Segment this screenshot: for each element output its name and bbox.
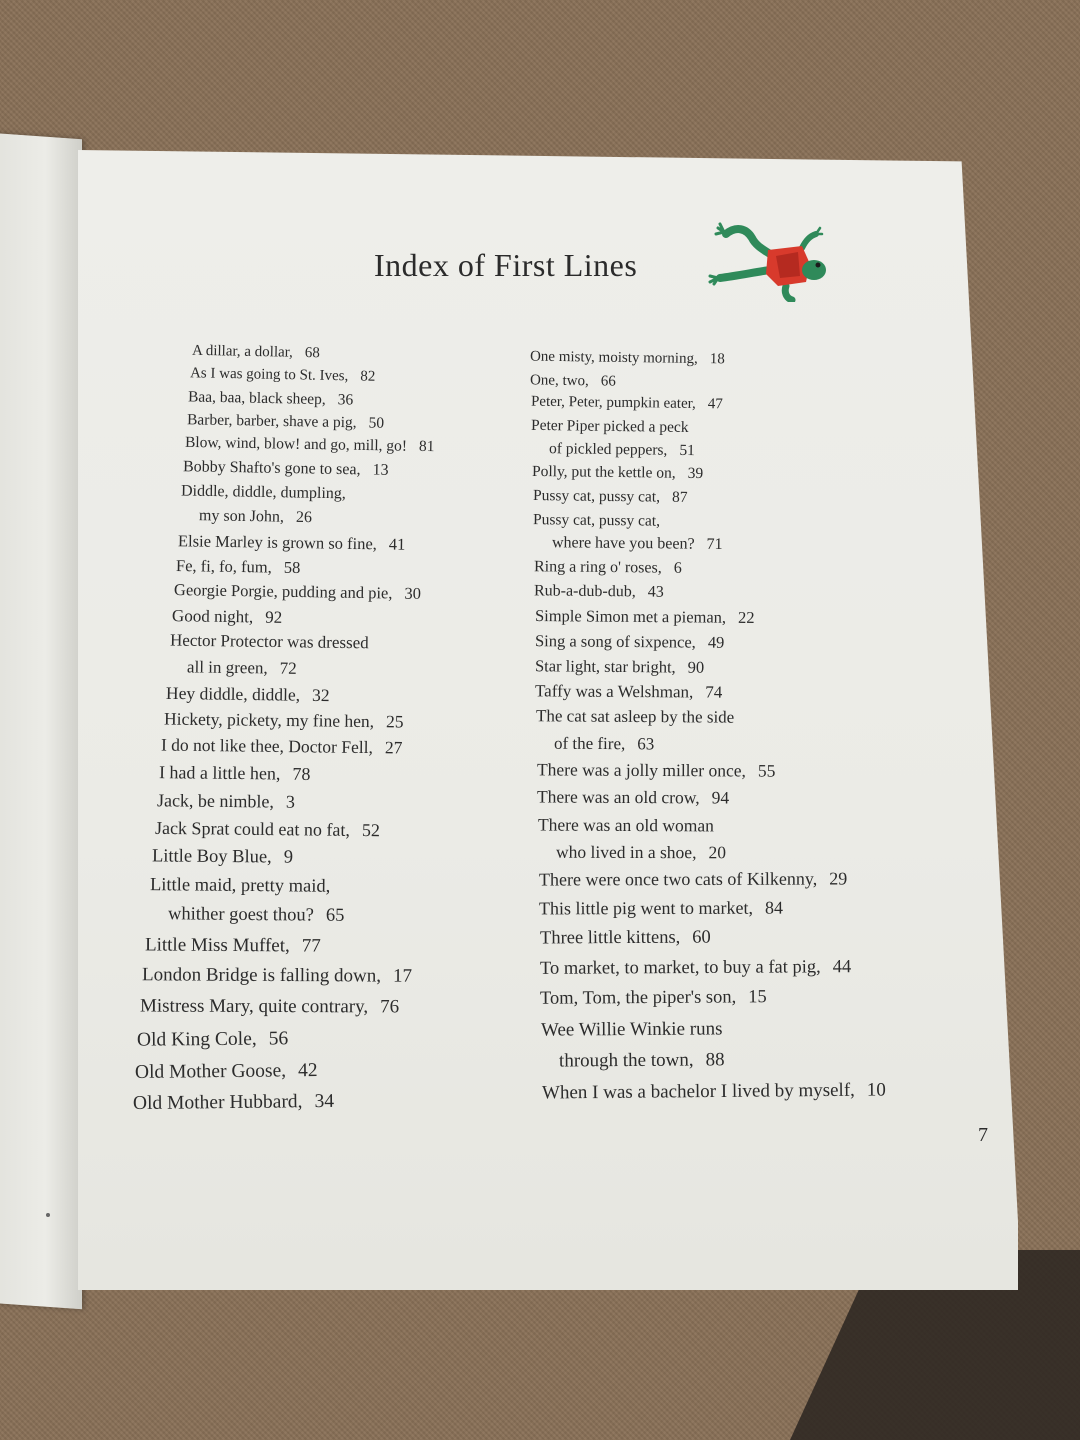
- index-entry: Hector Protector was dressed: [169, 630, 369, 653]
- index-entry: Good night, 92: [171, 606, 283, 627]
- index-entry: Star light, star bright, 90: [534, 656, 705, 677]
- index-entry: Peter, Peter, pumpkin eater, 47: [530, 393, 723, 413]
- index-entry: I do not like thee, Doctor Fell, 27: [160, 734, 403, 758]
- index-entry: Simple Simon met a pieman, 22: [534, 606, 755, 627]
- index-entry: Polly, put the kettle on, 39: [531, 462, 704, 483]
- index-entry: Mistress Mary, quite contrary, 76: [139, 995, 400, 1018]
- index-entry: Blow, wind, blow! and go, mill, go! 81: [184, 433, 435, 456]
- index-entry: There was an old crow, 94: [536, 786, 730, 808]
- page-title: Index of First Lines: [374, 247, 638, 283]
- index-entry: Diddle, diddle, dumpling,: [180, 482, 347, 503]
- index-entry-continuation: my son John, 26: [198, 507, 313, 527]
- index-entry: Sing a song of sixpence, 49: [534, 631, 725, 652]
- index-entry: Hickety, pickety, my fine hen, 25: [163, 708, 404, 732]
- index-entry: Old King Cole, 56: [136, 1028, 289, 1051]
- index-entry: Little Miss Muffet, 77: [144, 934, 321, 957]
- index-entry: This little pig went to market, 84: [538, 897, 784, 919]
- index-entry-continuation: of pickled peppers, 51: [548, 440, 695, 460]
- index-entry: A dillar, a dollar, 68: [191, 342, 321, 362]
- index-entry-continuation: through the town, 88: [558, 1049, 725, 1072]
- index-entry: One misty, moisty morning, 18: [529, 348, 725, 368]
- page-number: 7: [978, 1124, 988, 1146]
- paper-speck: [46, 1213, 50, 1217]
- index-entry: Ring a ring o' roses, 6: [533, 558, 682, 577]
- index-entry-continuation: whither goest thou? 65: [167, 904, 345, 926]
- index-entry: There was a jolly miller once, 55: [536, 759, 776, 781]
- index-entry: Pussy cat, pussy cat, 87: [532, 487, 688, 506]
- index-entry: I had a little hen, 78: [158, 762, 311, 784]
- index-entry: Jack Sprat could eat no fat, 52: [154, 817, 381, 841]
- index-entry: One, two, 66: [529, 372, 616, 390]
- index-entry: Old Mother Goose, 42: [134, 1060, 318, 1083]
- index-entry: Pussy cat, pussy cat,: [532, 511, 661, 530]
- index-entry: The cat sat asleep by the side: [535, 706, 735, 727]
- index-entry: There was an old woman: [537, 814, 714, 836]
- index-entry: Bobby Shafto's gone to sea, 13: [182, 458, 389, 479]
- index-entry: As I was going to St. Ives, 82: [189, 365, 376, 385]
- index-entry: Jack, be nimble, 3: [156, 790, 296, 812]
- index-entry: Barber, barber, shave a pig, 50: [186, 411, 385, 432]
- index-entry-continuation: all in green, 72: [186, 657, 297, 678]
- index-entry: Taffy was a Welshman, 74: [534, 681, 723, 702]
- index-entry: Three little kittens, 60: [539, 927, 711, 949]
- index-entry: When I was a bachelor I lived by myself, 10: [541, 1079, 886, 1104]
- index-entry: Hey diddle, diddle, 32: [165, 682, 330, 706]
- index-entry: There were once two cats of Kilkenny, 29: [538, 868, 848, 890]
- index-entry: Rub-a-dub-dub, 43: [533, 582, 664, 601]
- index-entry: Wee Willie Winkie runs: [540, 1018, 723, 1041]
- index-entry: Elsie Marley is grown so fine, 41: [177, 531, 406, 554]
- index-entry: Little maid, pretty maid,: [149, 875, 331, 897]
- index-entry: London Bridge is falling down, 17: [141, 964, 413, 987]
- index-entry: Tom, Tom, the piper's son, 15: [539, 987, 767, 1009]
- index-entry-continuation: who lived in a shoe, 20: [555, 841, 727, 863]
- index-entry-continuation: of the fire, 63: [553, 733, 655, 754]
- index-entry: To market, to market, to buy a fat pig, 44: [539, 957, 852, 979]
- index-entry: Old Mother Hubbard, 34: [132, 1090, 335, 1115]
- index-entry: Peter Piper picked a peck: [530, 416, 689, 437]
- previous-page-edge: [0, 131, 82, 1310]
- index-entry: Little Boy Blue, 9: [151, 846, 294, 868]
- index-entry: Fe, fi, fo, fum, 58: [175, 556, 301, 577]
- index-entry: Georgie Porgie, pudding and pie, 30: [173, 580, 422, 603]
- index-entry: Baa, baa, black sheep, 36: [187, 388, 354, 409]
- frog-illustration: [706, 220, 830, 302]
- index-entry-continuation: where have you been? 71: [551, 534, 723, 553]
